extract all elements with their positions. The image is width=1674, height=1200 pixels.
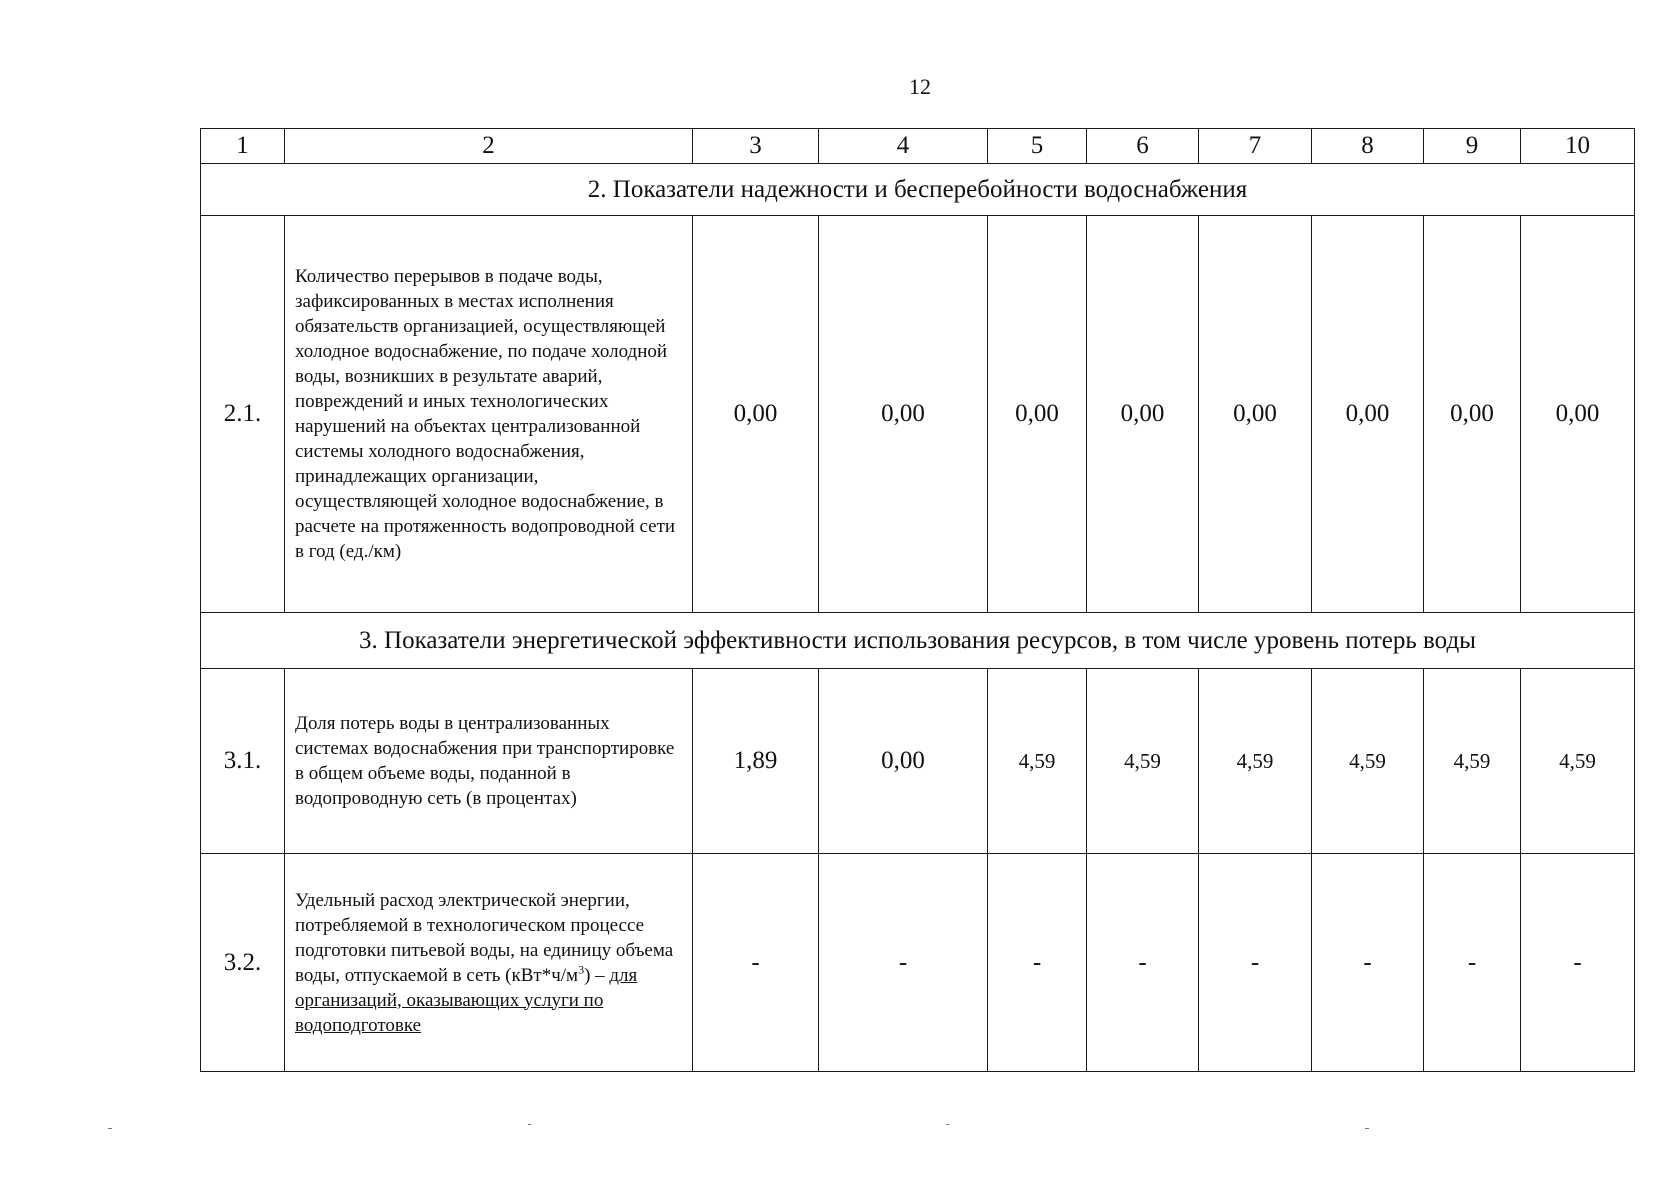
table-row-3-2 [201, 854, 1635, 1072]
section-3-row [201, 613, 1635, 669]
value-cell: 0,00 [819, 216, 988, 613]
column-header: 7 [1199, 129, 1312, 164]
description-text: Удельный расход электрической энергии, потребляемой в технологическом процессе подготовки питьевой воды, на единицу объема воды, отпускаемой в сеть (кВт*ч/м [295, 889, 674, 986]
row-description: Доля потерь воды в централизованных системах водоснабжения при транспортировке в общем объеме воды, поданной в водопроводную сеть (в процентах) [285, 669, 693, 854]
superscript: 3 [578, 962, 585, 977]
value-cell: 4,59 [988, 669, 1087, 854]
table-row-3-1 [201, 669, 1635, 854]
value-cell: 4,59 [1424, 669, 1521, 854]
table-row-2-1 [201, 216, 1635, 613]
value-cell: 0,00 [1199, 216, 1312, 613]
section-2-row [201, 164, 1635, 216]
description-underlined: для организаций, оказывающих услуги по водоподготовке [295, 964, 638, 1036]
value-cell: 4,59 [1199, 669, 1312, 854]
row-number: 3.2. [201, 854, 285, 1072]
value-cell: 0,00 [1424, 216, 1521, 613]
scan-speck [528, 1124, 531, 1125]
value-cell: - [819, 854, 988, 1072]
column-header: 6 [1087, 129, 1199, 164]
column-header: 8 [1312, 129, 1424, 164]
scan-speck [946, 1124, 949, 1125]
value-cell: - [1424, 854, 1521, 1072]
row-number: 3.1. [201, 669, 285, 854]
column-number-header-row [201, 129, 1635, 164]
column-header: 10 [1521, 129, 1635, 164]
value-cell: - [693, 854, 819, 1072]
column-header: 4 [819, 129, 988, 164]
value-cell: 0,00 [1312, 216, 1424, 613]
value-cell: - [1087, 854, 1199, 1072]
column-header: 5 [988, 129, 1087, 164]
value-cell: 4,59 [1087, 669, 1199, 854]
scan-speck [1365, 1128, 1369, 1129]
value-cell: 1,89 [693, 669, 819, 854]
page-number: 12 [909, 74, 931, 99]
value-cell: - [1521, 854, 1635, 1072]
value-cell: 0,00 [693, 216, 819, 613]
value-cell: - [988, 854, 1087, 1072]
value-cell: 0,00 [1087, 216, 1199, 613]
value-cell: - [1199, 854, 1312, 1072]
section-3-title: 3. Показатели энергетической эффективности использования ресурсов, в том числе уровень потерь воды [201, 613, 1635, 669]
value-cell: 4,59 [1521, 669, 1635, 854]
section-2-title: 2. Показатели надежности и бесперебойности водоснабжения [201, 164, 1635, 216]
value-cell: 0,00 [988, 216, 1087, 613]
column-header: 3 [693, 129, 819, 164]
column-header: 1 [201, 129, 285, 164]
scan-speck [108, 1128, 112, 1129]
column-header: 9 [1424, 129, 1521, 164]
value-cell: 4,59 [1312, 669, 1424, 854]
row-description [285, 854, 693, 1072]
column-header: 2 [285, 129, 693, 164]
value-cell: 0,00 [1521, 216, 1635, 613]
value-cell: 0,00 [819, 669, 988, 854]
row-number: 2.1. [201, 216, 285, 613]
value-cell: - [1312, 854, 1424, 1072]
description-tail: ) – [584, 964, 610, 986]
row-description: Количество перерывов в подаче воды, зафиксированных в местах исполнения обязательств организацией, осуществляющей холодное водоснабжение, по подаче холодной воды, возникших в результате аварий, повреждений и иных технологических нарушений на объектах централизованной системы холодного водоснабжения, принадлежащих организации, осуществляющей холодное водоснабжение, в расчете на протяженность водопроводной сети в год (ед./км) [285, 216, 693, 613]
indicators-table [200, 128, 1635, 1072]
